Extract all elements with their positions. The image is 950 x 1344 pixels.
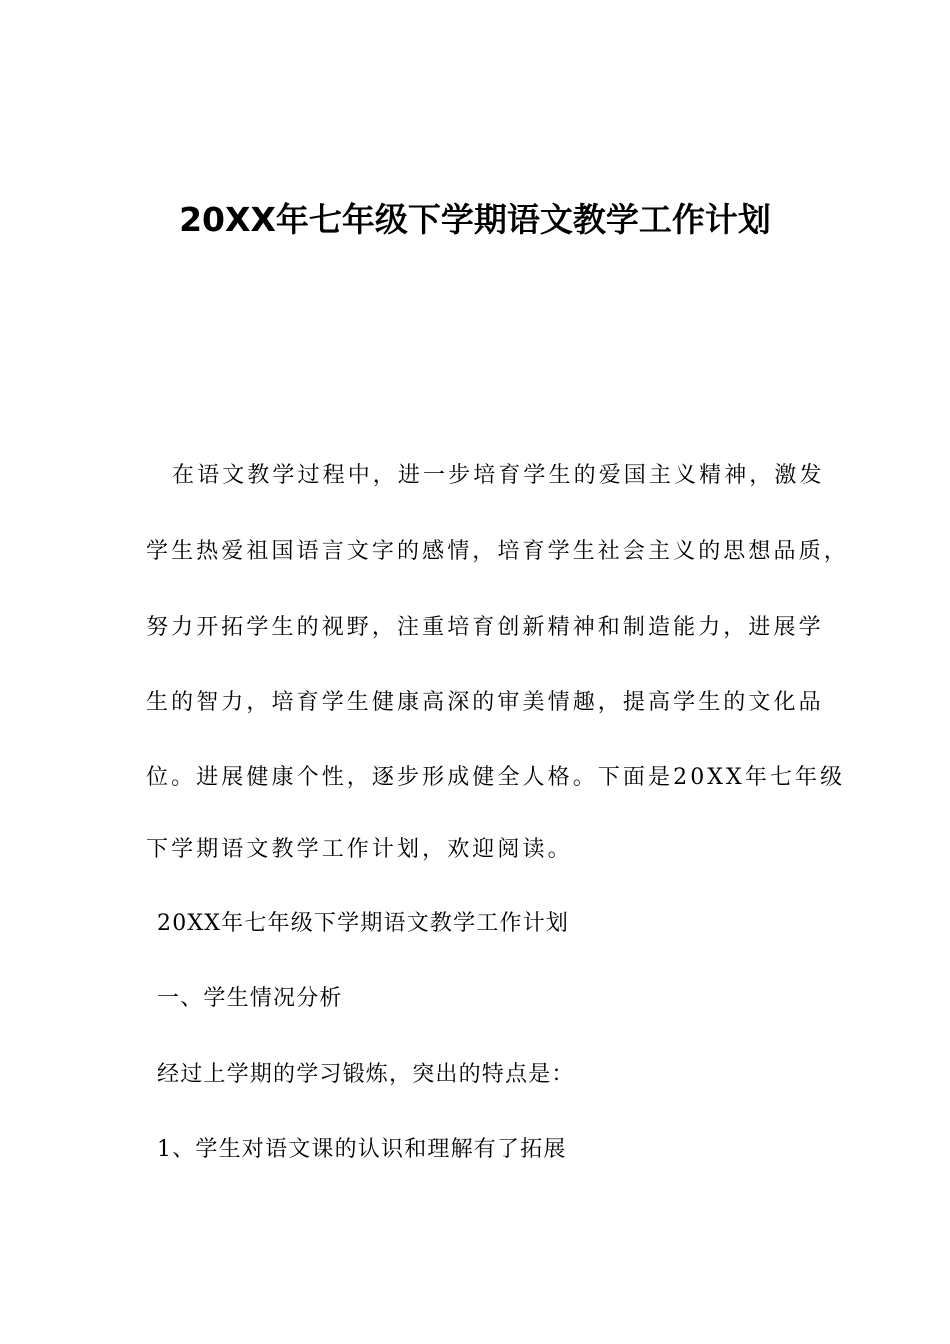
document-title: 20XX年七年级下学期语文教学工作计划: [179, 200, 771, 239]
subtitle: 20XX年七年级下学期语文教学工作计划: [157, 911, 570, 936]
intro-line-3: 努力开拓学生的视野，注重培育创新精神和制造能力，进展学: [146, 615, 824, 640]
intro-line-6: 下学期语文教学工作计划，欢迎阅读。: [146, 837, 573, 862]
section-heading: 一、学生情况分析: [157, 986, 343, 1011]
intro-line-5: 位。进展健康个性，逐步形成健全人格。下面是20XX年七年级: [146, 765, 846, 790]
section-intro: 经过上学期的学习锻炼，突出的特点是：: [157, 1062, 575, 1087]
intro-line-2: 学生热爱祖国语言文字的感情，培育学生社会主义的思想品质，: [146, 539, 849, 564]
intro-line-1: 在语文教学过程中，进一步培育学生的爱国主义精神，激发: [172, 463, 825, 488]
point-1: 1、学生对语文课的认识和理解有了拓展: [157, 1137, 567, 1162]
intro-line-4: 生的智力，培育学生健康高深的审美情趣，提高学生的文化品: [146, 690, 824, 715]
